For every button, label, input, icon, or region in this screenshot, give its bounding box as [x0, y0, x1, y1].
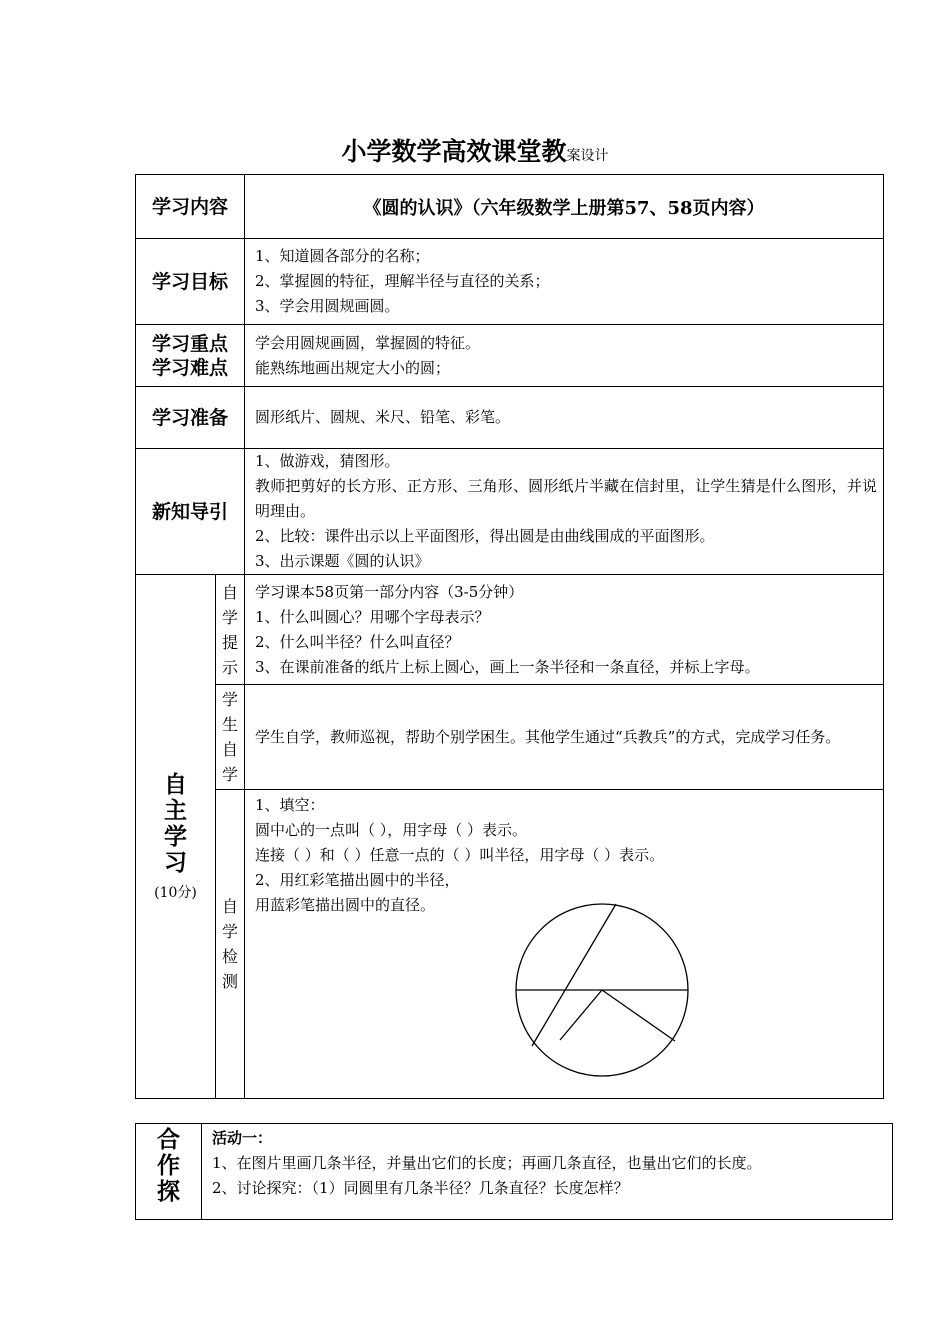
study-text: 学生自学，教师巡视，帮助个别学困生。其他学生通过“兵教兵”的方式，完成学习任务。	[255, 727, 841, 746]
intro-content	[245, 449, 884, 575]
hint-line: 3、在课前准备的纸片上标上圆心，画上一条半径和一条直径，并标上字母。	[255, 657, 760, 676]
label-char: 生	[222, 715, 239, 734]
label-key-difficult	[136, 325, 245, 387]
coop-label	[136, 1124, 202, 1220]
label-char: 学	[164, 823, 187, 850]
cooperation-table	[135, 1123, 893, 1220]
key-content	[245, 325, 884, 387]
label-char: 主	[164, 797, 187, 824]
label-char: 自	[222, 582, 239, 602]
coop-line: 2、讨论探究：（1）同圆里有几条半径？几条直径？长度怎样？	[212, 1179, 629, 1197]
label-char: 提	[222, 632, 239, 652]
hint-line: 2、什么叫半径？什么叫直径？	[255, 632, 460, 651]
label-difficult: 学习难点	[152, 356, 229, 379]
label-char: 合	[157, 1127, 180, 1153]
check-line: 用蓝彩笔描出圆中的直径。	[255, 896, 436, 914]
coop-line: 1、在图片里画几条半径，并量出它们的长度；再画几条直径，也量出它们的长度。	[212, 1154, 762, 1172]
hint-line: 1、什么叫圆心？用哪个字母表示？	[255, 607, 490, 626]
label-char: 测	[222, 972, 239, 991]
check-line: 2、用红彩笔描出圆中的半径，	[255, 871, 460, 889]
goal-item: 3、学会用圆规画圆。	[255, 297, 400, 315]
label-char: 学	[222, 765, 239, 784]
goal-item: 1、知道圆各部分的名称；	[255, 247, 430, 265]
check-content	[245, 790, 884, 1099]
label-char: 作	[157, 1153, 180, 1179]
coop-content	[202, 1124, 893, 1220]
label-char: 检	[222, 947, 239, 966]
label-char: 习	[164, 849, 187, 876]
circle-diagram	[505, 900, 695, 1080]
label-key: 学习重点	[152, 332, 229, 355]
label-char: 学	[222, 690, 239, 709]
activity-title: 活动一：	[212, 1129, 273, 1147]
intro-line: 2、比较：课件出示以上平面图形，得出圆是由曲线围成的平面图形。	[255, 527, 715, 545]
value-content: 《圆的认识》（六年级数学上册第57、58页内容）	[245, 175, 884, 239]
label-prep: 学习准备	[136, 387, 245, 449]
radius-line-left	[560, 990, 602, 1040]
label-check	[216, 790, 245, 1099]
goal-item: 2、掌握圆的特征，理解半径与直径的关系；	[255, 272, 550, 290]
self-study-label	[136, 575, 216, 1099]
label-char: 自	[222, 897, 239, 916]
check-line: 连接（ ）和（ ）任意一点的（ ）叫半径，用字母（ ）表示。	[255, 846, 665, 864]
check-line: 圆中心的一点叫（ ），用字母（ ）表示。	[255, 821, 528, 839]
label-char: 学	[222, 922, 239, 941]
intro-line: 3、出示课题《圆的认识》	[255, 552, 430, 570]
label-char: 自	[222, 740, 239, 759]
study-content	[245, 685, 884, 790]
label-goals: 学习目标	[136, 239, 245, 325]
label-char: 示	[222, 657, 239, 677]
intro-line: 1、做游戏，猜图形。	[255, 452, 400, 470]
label-intro: 新知导引	[136, 449, 245, 575]
value-prep: 圆形纸片、圆规、米尺、铅笔、彩笔。	[245, 387, 884, 449]
lesson-plan-table	[135, 174, 884, 1099]
self-study-time: (10分)	[154, 884, 197, 901]
coop-title	[136, 1127, 201, 1205]
label-char: 学	[222, 607, 239, 627]
key-point: 学会用圆规画圆，掌握圆的特征。	[255, 333, 481, 352]
check-line: 1、填空：	[255, 796, 325, 814]
label-content: 学习内容	[136, 175, 245, 239]
label-char: 探	[157, 1179, 180, 1205]
goals-list	[245, 239, 884, 325]
title-suffix: 案设计	[566, 148, 609, 164]
radius-line-right	[602, 990, 675, 1041]
self-study-title	[136, 772, 215, 876]
label-study	[216, 685, 245, 790]
difficult-point: 能熟练地画出规定大小的圆；	[255, 358, 451, 377]
hint-line: 学习课本58页第一部分内容（3-5分钟）	[255, 582, 524, 601]
intro-line: 教师把剪好的长方形、正方形、三角形、圆形纸片半藏在信封里，让学生猜是什么图形，并说明理由。	[255, 477, 878, 520]
title-main: 小学数学高效课堂教	[341, 137, 567, 166]
hint-content	[245, 575, 884, 685]
label-hint	[216, 575, 245, 685]
label-char: 自	[164, 771, 187, 798]
document-title	[0, 132, 950, 168]
